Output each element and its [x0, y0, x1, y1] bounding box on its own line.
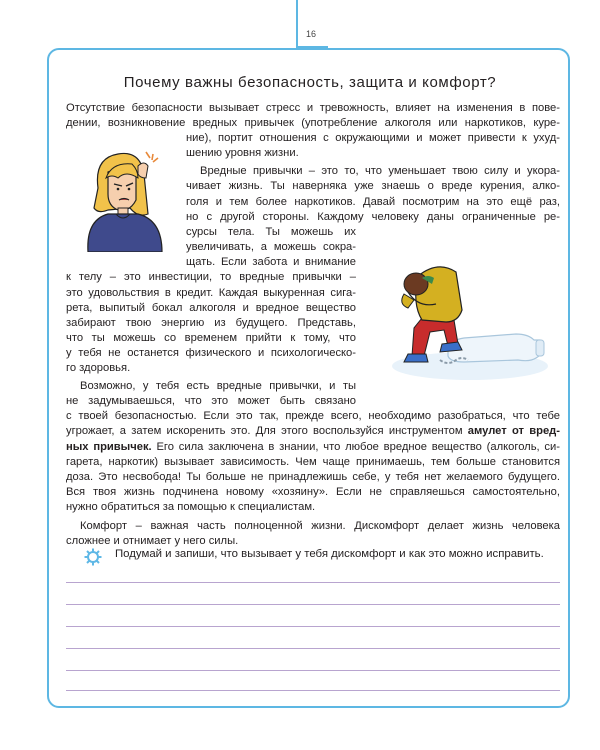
body-line: гарета, наркотик) вызывает зависимость. Чем чаще принимаешь, тем больше становится	[66, 456, 560, 468]
body-line: нужно обратиться за помощью к специалистам.	[66, 501, 316, 513]
body-line: дении, возникновение вредных привычек (употребление алкоголя или наркотиков, куре-	[66, 117, 560, 129]
body-line: ние), портит отношения с окружающими и может привести к ухуд-	[186, 132, 560, 144]
body-line: но с другой стороны. Каждому человеку даны ограниченные ре-	[186, 211, 560, 223]
dejected-man-illustration	[378, 248, 548, 382]
body-line: что ты можешь со временем прийти к тому, что	[66, 332, 356, 344]
page-number-tab	[296, 0, 328, 48]
stressed-woman-illustration	[78, 148, 173, 252]
body-line: го здоровья.	[66, 362, 131, 374]
body-line: Комфорт – важная часть полноценной жизни. Дискомфорт делает жизнь человека	[80, 520, 560, 532]
writing-line[interactable]	[66, 626, 560, 627]
body-line: угрожает, а затем искоренить это. Для этого воспользуйся инструментом амулет от вред-	[66, 425, 561, 437]
writing-line[interactable]	[66, 670, 560, 671]
body-line: это удовольствия в кредит. Каждая выкуренная сига-	[66, 287, 356, 299]
body-line: с твоей безопасностью. Если это так, прежде всего, необходимо разобраться, что тебе	[66, 410, 560, 422]
page-title: Почему важны безопасность, защита и комфорт?	[123, 74, 497, 91]
body-line: сложнее и отнимает у него силы.	[66, 535, 239, 547]
body-line: сурсы тела. Ты можешь их	[186, 226, 356, 238]
body-line: увеличивать, а можешь сокра-	[186, 241, 356, 253]
body-line: Возможно, у тебя есть вредные привычки, и ты	[80, 380, 356, 392]
body-line: Отсутствие безопасности вызывает стресс и тревожность, влияет на изменения в пове-	[66, 102, 560, 114]
body-line: к телу – это инвестиции, то вредные привычки –	[66, 271, 356, 283]
body-line: рета, выпитый бокал алкоголя и вредное вещество	[66, 302, 356, 314]
amulet-term: ных привычек.	[66, 441, 152, 453]
writing-line[interactable]	[66, 582, 560, 583]
body-line: забирают твою энергию из будущего. Представь,	[66, 317, 356, 329]
body-line: у тебя не останется физического и психологическо-	[66, 347, 356, 359]
body-line: ных привычек. Его сила заключена в знании, что любое вредное вещество (алкоголь, си-	[66, 441, 560, 453]
body-line: щать. Если забота и внимание	[186, 256, 356, 268]
body-line: Вредные привычки – это то, что уменьшает твою силу и укора-	[200, 165, 560, 177]
body-line: доза. Это несвобода! Ты больше не принадлежишь себе, у тебя нет желаемого будущего.	[66, 471, 560, 483]
body-line: чивает жизнь. Ты наверняка уже знаешь о вреде курения, алко-	[186, 180, 560, 192]
body-line: голя и тем более наркотиков. Давай посмотрим на это ещё раз,	[186, 196, 560, 208]
page-number: 16	[306, 29, 317, 39]
writing-line[interactable]	[66, 690, 560, 691]
body-line: Вся твоя жизнь подчинена новому «хозяину». Если не справляешься самостоятельно,	[66, 486, 560, 498]
task-prompt: Подумай и запиши, что вызывает у тебя дискомфорт и как это можно исправить.	[115, 548, 544, 560]
writing-line[interactable]	[66, 604, 560, 605]
gear-icon	[83, 547, 103, 567]
body-line: не задумываешься, что это может быть связано	[66, 395, 356, 407]
amulet-term: амулет от вред-	[467, 425, 561, 437]
writing-line[interactable]	[66, 648, 560, 649]
body-line: шению уровня жизни.	[186, 147, 299, 159]
